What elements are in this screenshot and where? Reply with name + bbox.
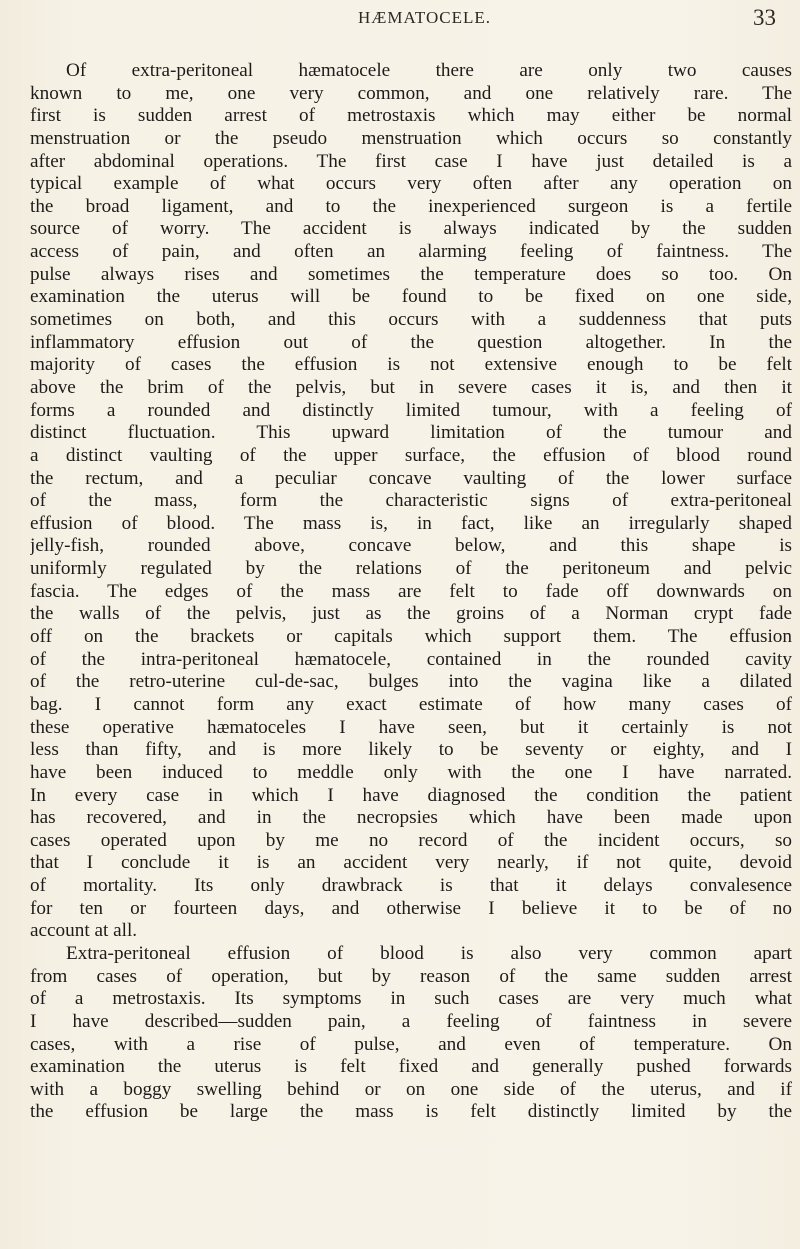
text-line: of mortality. Its only drawbrack is that it delays convalesence — [30, 875, 792, 897]
running-head-title: HÆMATOCELE. — [358, 8, 491, 27]
text-line: has recovered, and in the necropsies which have been made upon — [30, 807, 792, 829]
text-line: I have described—sudden pain, a feeling of faintness in severe — [30, 1010, 792, 1032]
running-head — [0, 5, 800, 34]
text-line: these operative hæmatoceles I have seen, but it certainly is not — [30, 716, 792, 738]
text-line: typical example of what occurs very often after any operation on — [30, 173, 792, 195]
text-line: above the brim of the pelvis, but in severe cases it is, and then it — [30, 376, 792, 398]
text-line: of the retro-uterine cul-de-sac, bulges into the vagina like a dilated — [30, 671, 792, 693]
text-line: of a metrostaxis. Its symptoms in such cases are very much what — [30, 988, 792, 1010]
text-line: source of worry. The accident is always indicated by the sudden — [30, 218, 792, 240]
text-line: after abdominal operations. The first case I have just detailed is a — [30, 150, 792, 172]
text-line: off on the brackets or capitals which support them. The effusion — [30, 626, 792, 648]
text-line: have been induced to meddle only with the one I have narrated. — [30, 761, 792, 783]
text-line: jelly-fish, rounded above, concave below, and this shape is — [30, 535, 792, 557]
text-line: Extra-peritoneal effusion of blood is also very common apart — [66, 942, 792, 964]
text-line: for ten or fourteen days, and otherwise I believe it to be of no — [30, 897, 792, 919]
text-line: pulse always rises and sometimes the temperature does so too. On — [30, 263, 792, 285]
text-line: examination the uterus is felt fixed and generally pushed forwards — [30, 1056, 792, 1078]
text-line: of the mass, form the characteristic signs of extra-peritoneal — [30, 490, 792, 512]
text-line: examination the uterus will be found to be fixed on one side, — [30, 286, 792, 308]
text-line: the effusion be large the mass is felt distinctly limited by the — [30, 1101, 792, 1123]
text-line: distinct fluctuation. This upward limitation of the tumour and — [30, 422, 792, 444]
text-line: with a boggy swelling behind or on one side of the uterus, and if — [30, 1078, 792, 1100]
text-line: effusion of blood. The mass is, in fact, like an irregularly shaped — [30, 512, 792, 534]
text-line: the broad ligament, and to the inexperienced surgeon is a fertile — [30, 195, 792, 217]
text-line: the walls of the pelvis, just as the groins of a Norman crypt fade — [30, 603, 792, 625]
text-line: uniformly regulated by the relations of the peritoneum and pelvic — [30, 558, 792, 580]
text-line: forms a rounded and distinctly limited tumour, with a feeling of — [30, 399, 792, 421]
text-line: inflammatory effusion out of the question altogether. In the — [30, 331, 792, 353]
body-text — [30, 60, 792, 1124]
text-line: Of extra-peritoneal hæmatocele there are only two causes — [66, 60, 792, 81]
text-line: the rectum, and a peculiar concave vaulting of the lower surface — [30, 467, 792, 489]
text-line: access of pain, and often an alarming feeling of faintness. The — [30, 241, 792, 263]
text-line: cases operated upon by me no record of the incident occurs, so — [30, 829, 792, 851]
text-line: bag. I cannot form any exact estimate of how many cases of — [30, 693, 792, 715]
text-line: that I conclude it is an accident very nearly, if not quite, devoid — [30, 852, 792, 874]
page-number: 33 — [753, 5, 776, 30]
text-line: fascia. The edges of the mass are felt to fade off downwards on — [30, 580, 792, 602]
text-line: from cases of operation, but by reason of the same sudden arrest — [30, 965, 792, 987]
text-line: known to me, one very common, and one relatively rare. The — [30, 82, 792, 104]
text-line: majority of cases the effusion is not extensive enough to be felt — [30, 354, 792, 376]
text-line: sometimes on both, and this occurs with a suddenness that puts — [30, 309, 792, 331]
text-line: menstruation or the pseudo menstruation which occurs so constantly — [30, 127, 792, 149]
text-line: In every case in which I have diagnosed the condition the patient — [30, 784, 792, 806]
text-line: account at all. — [30, 920, 138, 942]
text-line: a distinct vaulting of the upper surface, the effusion of blood round — [30, 444, 792, 466]
text-line: less than fifty, and is more likely to be seventy or eighty, and I — [30, 739, 792, 761]
text-line: cases, with a rise of pulse, and even of temperature. On — [30, 1033, 792, 1055]
text-line: of the intra-peritoneal hæmatocele, contained in the rounded cavity — [30, 648, 792, 670]
text-line: first is sudden arrest of metrostaxis which may either be normal — [30, 105, 792, 127]
